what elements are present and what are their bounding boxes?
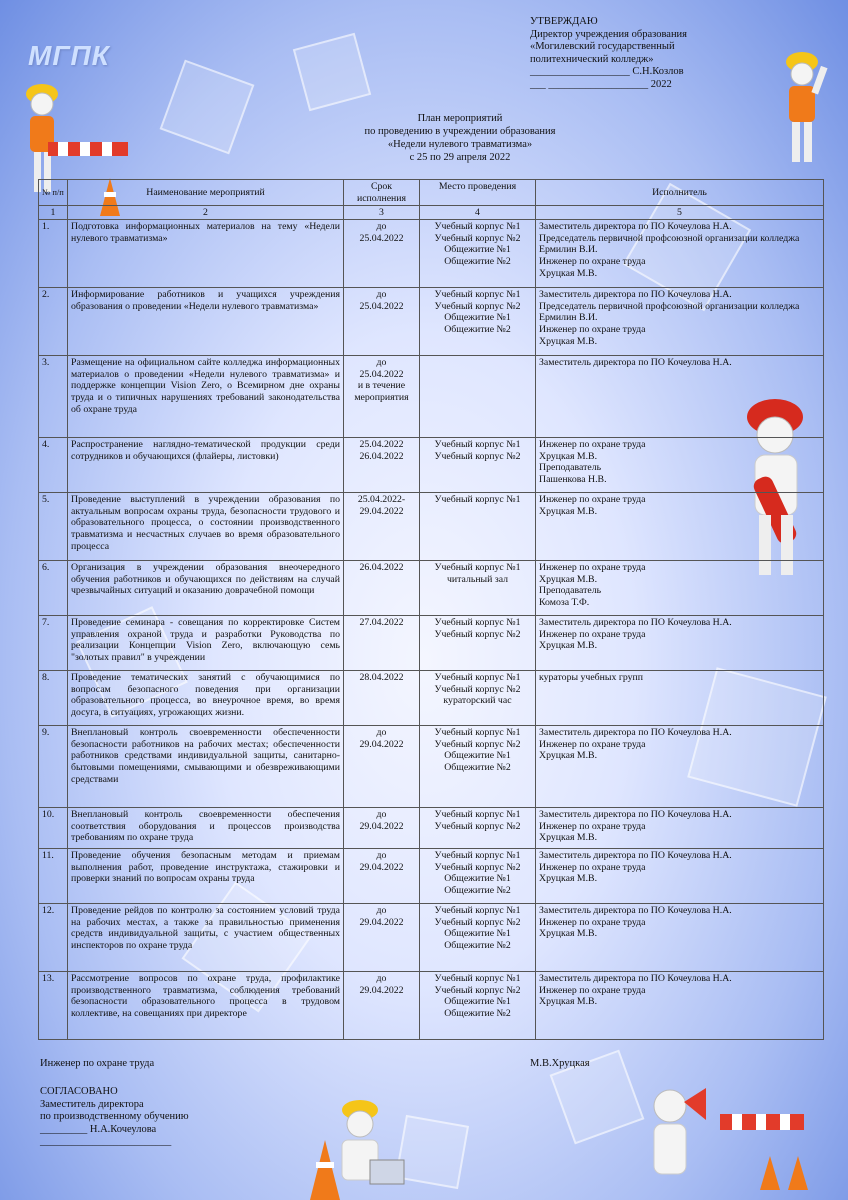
- activity-name: Размещение на официальном сайте колледжа информационных материалов о проведении «Недели нулевого травматизма» и поддержке концепции Vision Zero, о Всемирном дне охраны труда и о типичных нарушениях требований законодательства об охране труда: [68, 356, 344, 438]
- table-row: [39, 972, 824, 1040]
- location-line: Учебный корпус №2: [434, 628, 521, 640]
- activity-name: Информирование работников и учащихся учреждения образования о проведении «Недели нулевого травматизма»: [68, 288, 344, 356]
- agreement-line: _________________________: [40, 1136, 172, 1147]
- executor-line: Хруцкая М.В.: [539, 450, 598, 462]
- executor-cell: [536, 849, 824, 904]
- location-line: Учебный корпус №1: [434, 617, 521, 629]
- executor-line: Хруцкая М.В.: [539, 928, 598, 940]
- executor-line: Комоза Т.Ф.: [539, 596, 590, 608]
- deadline-line: до: [376, 973, 387, 985]
- location-line: Учебный корпус №1: [434, 672, 521, 684]
- location-line: Общежитие №1: [444, 873, 511, 885]
- deadline-line: до: [376, 905, 387, 917]
- location-line: Учебный корпус №1: [434, 727, 521, 739]
- deadline-line: до: [376, 727, 387, 739]
- deadline-line: 29.04.2022: [359, 861, 404, 873]
- deadline-line: мероприятия: [354, 391, 409, 403]
- deadline-line: до: [376, 357, 387, 369]
- executor-cell: [536, 493, 824, 561]
- activity-name: Распространение наглядно-тематической продукции среди сотрудников и обучающихся (флайеры, листовки): [68, 438, 344, 493]
- executor-line: Хруцкая М.В.: [539, 573, 598, 585]
- table-row: [39, 356, 824, 438]
- agreement-line: Заместитель директора: [40, 1098, 144, 1110]
- location-line: Общежитие №2: [444, 1007, 511, 1019]
- location-line: Учебный корпус №1: [434, 905, 521, 917]
- deadline-line: и в течение: [357, 380, 406, 392]
- executor-line: Хруцкая М.В.: [539, 640, 598, 652]
- activity-name: Организация в учреждении образования внеочередного обучения работников и обучающихся по действиям на случай чрезвычайных ситуаций и оказанию доврачебной помощи: [68, 561, 344, 616]
- deadline-line: до: [376, 289, 387, 301]
- location-line: Учебный корпус №1: [434, 973, 521, 985]
- deadline-line: 26.04.2022: [359, 562, 404, 574]
- deadline-line: 29.04.2022: [359, 820, 404, 832]
- executor-line: Инженер по охране труда: [539, 255, 646, 267]
- deadline-cell: [344, 220, 420, 288]
- table-row: [39, 288, 824, 356]
- executor-line: Заместитель директора по ПО Кочеулова Н.А.: [539, 617, 732, 629]
- row-number: 9.: [39, 726, 68, 808]
- row-number: 4.: [39, 438, 68, 493]
- deadline-line: 25.04.2022-: [357, 494, 406, 506]
- executor-cell: [536, 438, 824, 493]
- table-row: [39, 808, 824, 849]
- deadline-cell: [344, 849, 420, 904]
- location-line: Общежитие №1: [444, 244, 511, 256]
- deadline-line: 25.04.2022: [359, 300, 404, 312]
- executor-line: Хруцкая М.В.: [539, 832, 598, 844]
- location-cell: [420, 726, 536, 808]
- location-cell: [420, 808, 536, 849]
- deadline-line: 29.04.2022: [359, 738, 404, 750]
- plan-table: [38, 179, 824, 1040]
- header-date: Срок исполнения: [344, 180, 420, 206]
- location-line: Общежитие №2: [444, 884, 511, 896]
- location-cell: [420, 904, 536, 972]
- location-line: Учебный корпус №1: [434, 494, 521, 506]
- deadline-cell: [344, 808, 420, 849]
- executor-line: Инженер по охране труда: [539, 738, 646, 750]
- deadline-line: 27.04.2022: [359, 617, 404, 629]
- row-number: 2.: [39, 288, 68, 356]
- column-number-row: [39, 206, 824, 220]
- column-number: 1: [39, 206, 68, 220]
- row-number: 6.: [39, 561, 68, 616]
- approval-line: политехнический колледж»: [530, 53, 654, 65]
- executor-line: Хруцкая М.В.: [539, 505, 598, 517]
- executor-line: Хруцкая М.В.: [539, 267, 598, 279]
- table-row: [39, 616, 824, 671]
- executor-line: Преподаватель: [539, 462, 602, 474]
- agreement-heading: СОГЛАСОВАНО: [40, 1086, 118, 1097]
- deadline-line: до: [376, 221, 387, 233]
- executor-cell: [536, 972, 824, 1040]
- location-line: Учебный корпус №2: [434, 738, 521, 750]
- executor-line: Заместитель директора по ПО Кочеулова Н.А.: [539, 973, 732, 985]
- executor-line: Инженер по охране труда: [539, 916, 646, 928]
- deadline-line: 29.04.2022: [359, 505, 404, 517]
- executor-line: Инженер по охране труда: [539, 439, 646, 451]
- executor-line: Хруцкая М.В.: [539, 750, 598, 762]
- location-line: Общежитие №2: [444, 323, 511, 335]
- executor-cell: [536, 808, 824, 849]
- table-row: [39, 726, 824, 808]
- activity-name: Внеплановый контроль своевременности обеспеченности безопасности работников на рабочих местах; обеспеченности работников средствами индивидуальной защиты, санитарно-бытовыми помещениями, смывающими и обезвреживающими средствами: [68, 726, 344, 808]
- location-line: Учебный корпус №2: [434, 300, 521, 312]
- executor-line: Инженер по охране труда: [539, 562, 646, 574]
- table-header-row: [39, 180, 824, 206]
- executor-line: Хруцкая М.В.: [539, 996, 598, 1008]
- deadline-line: до: [376, 809, 387, 821]
- executor-line: Заместитель директора по ПО Кочеулова Н.А.: [539, 727, 732, 739]
- executor-cell: [536, 561, 824, 616]
- row-number: 5.: [39, 493, 68, 561]
- location-line: Учебный корпус №2: [434, 232, 521, 244]
- location-cell: [420, 288, 536, 356]
- executor-line: Инженер по охране труда: [539, 820, 646, 832]
- worker-with-laptop-illustration: [300, 1100, 410, 1200]
- header-name: Наименование мероприятий: [68, 180, 344, 206]
- location-cell: [420, 671, 536, 726]
- location-line: Учебный корпус №2: [434, 916, 521, 928]
- plan-title: [300, 112, 620, 164]
- location-line: Учебный корпус №1: [434, 221, 521, 233]
- row-number: 12.: [39, 904, 68, 972]
- executor-line: Заместитель директора по ПО Кочеулова Н.А.: [539, 221, 732, 233]
- column-number: 5: [536, 206, 824, 220]
- location-line: Учебный корпус №1: [434, 289, 521, 301]
- executor-cell: [536, 904, 824, 972]
- location-line: Учебный корпус №1: [434, 562, 521, 574]
- deadline-cell: [344, 726, 420, 808]
- approval-heading: УТВЕРЖДАЮ: [530, 16, 598, 27]
- row-number: 7.: [39, 616, 68, 671]
- deadline-line: 25.04.2022: [359, 368, 404, 380]
- location-line: Учебный корпус №2: [434, 984, 521, 996]
- deadline-cell: [344, 616, 420, 671]
- executor-line: Заместитель директора по ПО Кочеулова Н.А.: [539, 850, 732, 862]
- deadline-cell: [344, 904, 420, 972]
- college-logo: МГПК: [28, 40, 110, 71]
- location-line: Общежитие №1: [444, 312, 511, 324]
- waving-worker-illustration: [772, 48, 837, 168]
- activity-name: Проведение обучения безопасным методам и приемам выполнения работ, проведение инструктажа, стажировки и проверки знаний по вопросам охраны труда: [68, 849, 344, 904]
- deadline-line: 26.04.2022: [359, 450, 404, 462]
- header-place: Место проведения: [420, 180, 536, 206]
- executor-line: Заместитель директора по ПО Кочеулова Н.А.: [539, 809, 732, 821]
- deadline-line: 25.04.2022: [359, 439, 404, 451]
- location-line: Учебный корпус №2: [434, 683, 521, 695]
- executor-line: Инженер по охране труда: [539, 984, 646, 996]
- row-number: 10.: [39, 808, 68, 849]
- activity-name: Проведение семинара - совещания по корректировке Систем управления охраной труда и разработки Руководства по реализации Концепции Vision Zero, включающую семь "золотых правил" в учреждении: [68, 616, 344, 671]
- approval-line: «Могилевский государственный: [530, 41, 675, 52]
- location-cell: [420, 438, 536, 493]
- executor-line: Преподаватель: [539, 585, 602, 597]
- plan-title-line: по проведению в учреждении образования: [364, 126, 556, 137]
- executor-line: Инженер по охране труда: [539, 628, 646, 640]
- row-number: 13.: [39, 972, 68, 1040]
- table-row: [39, 849, 824, 904]
- approval-block: [530, 16, 687, 91]
- location-line: Общежитие №1: [444, 928, 511, 940]
- location-line: Общежитие №2: [444, 939, 511, 951]
- row-number: 1.: [39, 220, 68, 288]
- location-cell: [420, 849, 536, 904]
- row-number: 8.: [39, 671, 68, 726]
- deadline-cell: [344, 561, 420, 616]
- location-line: Учебный корпус №1: [434, 439, 521, 451]
- plan-title-line: «Недели нулевого травматизма»: [387, 139, 533, 150]
- activity-name: Проведение тематических занятий с обучающимися по вопросам безопасного поведения при организации образовательного процесса, во внеурочное время, во время досуга, в ситуациях, угрожающих жизни.: [68, 671, 344, 726]
- agreement-line: _________ Н.А.Кочеулова: [40, 1123, 157, 1135]
- executor-cell: [536, 726, 824, 808]
- executor-line: Хруцкая М.В.: [539, 873, 598, 885]
- location-line: Общежитие №2: [444, 255, 511, 267]
- approval-line: ___________________ С.Н.Козлов: [530, 66, 684, 77]
- table-row: [39, 904, 824, 972]
- activity-name: Рассмотрение вопросов по охране труда, профилактике производственного травматизма, соблюдения требований безопасности образовательного процесса в трудовом коллективе, на совещаниях при директоре: [68, 972, 344, 1040]
- location-line: Учебный корпус №2: [434, 820, 521, 832]
- location-line: читальный зал: [446, 573, 509, 585]
- plan-title-line: с 25 по 29 апреля 2022: [409, 152, 511, 163]
- approval-line: Директор учреждения образования: [530, 28, 688, 40]
- executor-line: Председатель первичной профсоюзной организации колледжа Ермилин В.И.: [539, 232, 800, 256]
- location-cell: [420, 493, 536, 561]
- executor-cell: [536, 356, 824, 438]
- location-cell: [420, 616, 536, 671]
- row-number: 3.: [39, 356, 68, 438]
- deadline-line: до: [376, 850, 387, 862]
- executor-line: Председатель первичной профсоюзной организации колледжа Ермилин В.И.: [539, 300, 800, 324]
- deadline-cell: [344, 356, 420, 438]
- deadline-line: 28.04.2022: [359, 672, 404, 684]
- location-line: Общежитие №2: [444, 761, 511, 773]
- executor-line: Инженер по охране труда: [539, 861, 646, 873]
- executor-line: Хруцкая М.В.: [539, 335, 598, 347]
- activity-name: Подготовка информационных материалов на тему «Недели нулевого травматизма»: [68, 220, 344, 288]
- table-row: [39, 561, 824, 616]
- executor-line: Заместитель директора по ПО Кочеулова Н.А.: [539, 289, 732, 301]
- engineer-signature-label: Инженер по охране труда: [40, 1058, 155, 1069]
- location-line: Общежитие №1: [444, 750, 511, 762]
- location-cell: [420, 972, 536, 1040]
- executor-line: Инженер по охране труда: [539, 323, 646, 335]
- background-square: [293, 33, 371, 111]
- column-number: 2: [68, 206, 344, 220]
- row-number: 11.: [39, 849, 68, 904]
- deadline-line: 29.04.2022: [359, 916, 404, 928]
- background-square: [160, 60, 255, 155]
- column-number: 4: [420, 206, 536, 220]
- location-line: кураторский час: [443, 695, 512, 707]
- deadline-cell: [344, 972, 420, 1040]
- table-row: [39, 493, 824, 561]
- deadline-line: 29.04.2022: [359, 984, 404, 996]
- agreement-block: [40, 1086, 189, 1149]
- activity-name: Проведение выступлений в учреждении образования по актуальным вопросам охраны труда, безопасности трудового и образовательного процесса, о состоянии производственного травматизма и несчастных случаев во время образовательного процесса: [68, 493, 344, 561]
- activity-name: Проведение рейдов по контролю за состоянием условий труда на рабочих местах, а также за правильностью применения средств индивидуальной защиты, с участием общественных инспекторов по охране труда: [68, 904, 344, 972]
- agreement-line: по производственному обучению: [40, 1111, 189, 1122]
- engineer-signature-name: М.В.Хруцкая: [530, 1058, 590, 1069]
- executor-line: кураторы учебных групп: [539, 672, 643, 684]
- column-number: 3: [344, 206, 420, 220]
- deadline-cell: [344, 671, 420, 726]
- deadline-cell: [344, 493, 420, 561]
- table-row: [39, 671, 824, 726]
- location-cell: [420, 356, 536, 438]
- location-line: Учебный корпус №1: [434, 809, 521, 821]
- executor-cell: [536, 220, 824, 288]
- executor-line: Заместитель директора по ПО Кочеулова Н.А.: [539, 905, 732, 917]
- table-row: [39, 220, 824, 288]
- activity-name: Внеплановый контроль своевременности обеспечения соответствия оборудования и процессов производства требованиям по охране труда: [68, 808, 344, 849]
- executor-line: Пашенкова Н.В.: [539, 473, 607, 485]
- executor-cell: [536, 288, 824, 356]
- location-cell: [420, 220, 536, 288]
- executor-line: Инженер по охране труда: [539, 494, 646, 506]
- deadline-cell: [344, 288, 420, 356]
- location-line: Учебный корпус №2: [434, 450, 521, 462]
- deadline-line: 25.04.2022: [359, 232, 404, 244]
- plan-title-line: План мероприятий: [417, 113, 503, 124]
- megaphone-worker-illustration: [640, 1078, 815, 1193]
- approval-line: ___ ___________________ 2022: [530, 78, 672, 90]
- plan-table-body: [39, 220, 824, 1040]
- deadline-cell: [344, 438, 420, 493]
- header-num: № п/п: [39, 180, 68, 206]
- executor-line: Заместитель директора по ПО Кочеулова Н.А.: [539, 357, 732, 369]
- table-row: [39, 438, 824, 493]
- header-executor: Исполнитель: [536, 180, 824, 206]
- location-cell: [420, 561, 536, 616]
- location-line: Учебный корпус №1: [434, 850, 521, 862]
- executor-cell: [536, 616, 824, 671]
- executor-cell: [536, 671, 824, 726]
- location-line: Общежитие №1: [444, 996, 511, 1008]
- location-line: Учебный корпус №2: [434, 861, 521, 873]
